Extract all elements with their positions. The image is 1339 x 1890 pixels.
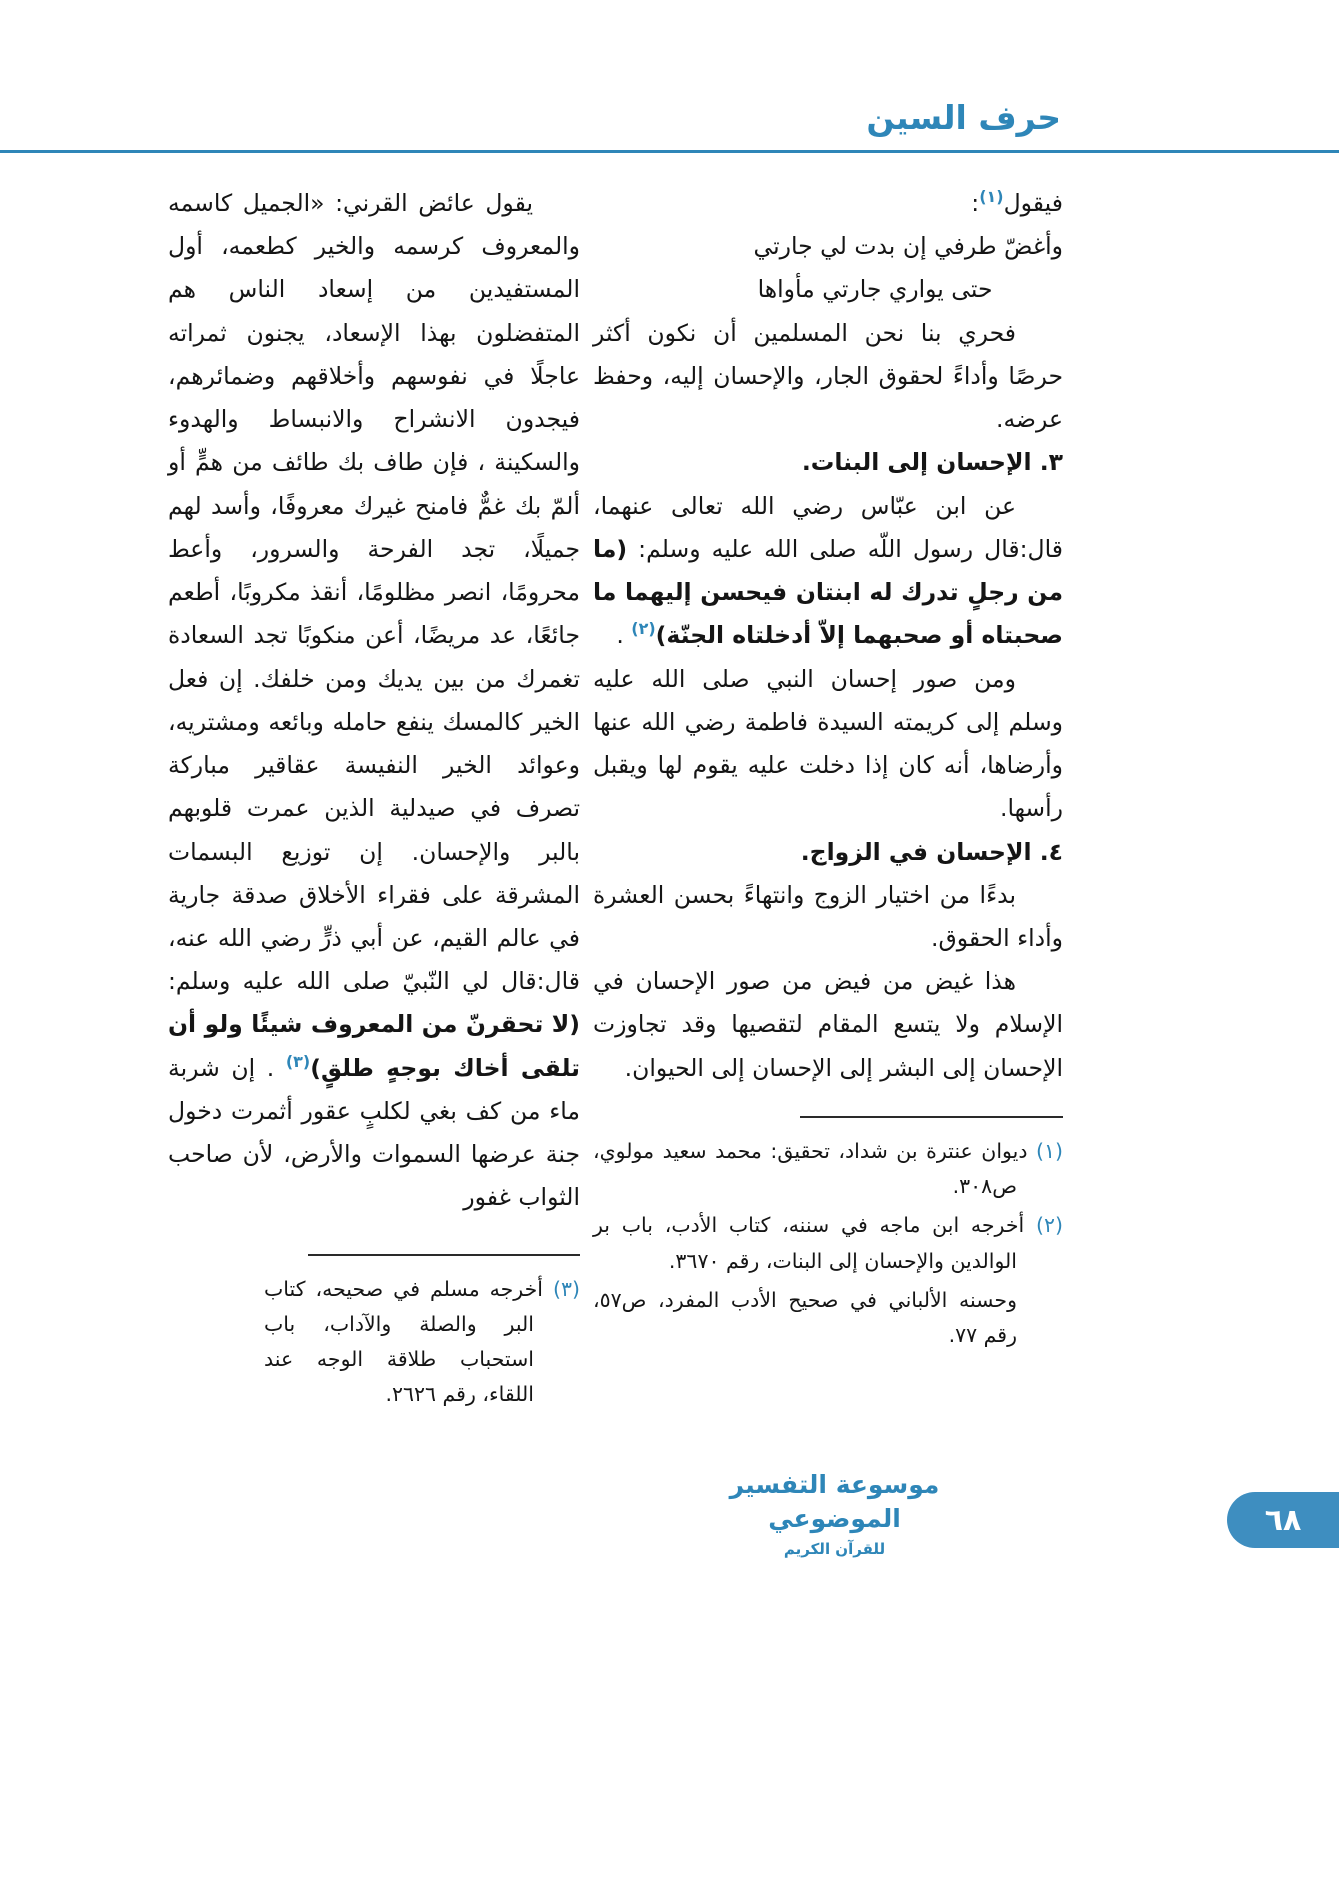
right-column bbox=[593, 182, 1063, 1357]
paragraph-closing: هذا غيض من فيض من صور الإحسان في الإسلام ولا يتسع المقام لتقصيها وقد تجاوزت الإحسان إلى البشر إلى الإحسان إلى الحيوان. bbox=[593, 967, 1063, 1082]
publisher-logo bbox=[712, 1468, 957, 1558]
publisher-logo-subtitle: للقرآن الكريم bbox=[783, 1539, 886, 1558]
footnote-ref-2: (٢) bbox=[631, 619, 656, 639]
footnote-ref-1: (١) bbox=[979, 187, 1004, 207]
subsection-heading-marriage: ٤. الإحسان في الزواج. bbox=[800, 837, 1063, 866]
footnote-separator-right bbox=[800, 1116, 1063, 1118]
paragraph-marriage: بدءًا من اختيار الزوج وانتهاءً بحسن العشرة وأداء الحقوق. bbox=[593, 880, 1063, 952]
poem-verse-2: حتى يواري جارتي مأواها bbox=[757, 275, 993, 304]
paragraph-neighbor-rights: فحري بنا نحن المسلمين أن نكون أكثر حرصًا وأداءً لحقوق الجار، والإحسان إليه، وحفظ عرضه. bbox=[593, 318, 1063, 434]
paragraph-hadith-daughters bbox=[593, 485, 1063, 658]
footnote-text: أخرجه مسلم في صحيحه، كتاب البر والصلة والآداب، باب استحباب طلاقة الوجه عند اللقاء، رقم ٢٦٢٦. bbox=[264, 1276, 543, 1407]
publisher-logo-title: موسوعة التفسير الموضوعي bbox=[729, 1470, 940, 1533]
footnote-text: أخرجه ابن ماجه في سننه، كتاب الأدب، باب بر الوالدين والإحسان إلى البنات، رقم ٣٦٧٠. bbox=[593, 1213, 1025, 1273]
footnote bbox=[593, 1134, 1063, 1205]
quote-tail: . إن شربة ماء من كف بغي لكلبٍ عقور أثمرت دخول جنة عرضها السموات والأرض، لأن صاحب الثواب غفور bbox=[168, 1053, 580, 1212]
footnotes-right bbox=[593, 1134, 1063, 1354]
intro-text: فيقول bbox=[1003, 189, 1063, 217]
footnote-number: (١) bbox=[1035, 1138, 1063, 1163]
footnote-text: وحسنه الألباني في صحيح الأدب المفرد، ص٥٧، رقم ٧٧. bbox=[593, 1287, 1017, 1348]
hadith-trailing-dot: . bbox=[616, 621, 632, 650]
intro-colon: : bbox=[971, 189, 980, 217]
poem-verse-1: وأغضّ طرفي إن بدت لي جارتي bbox=[753, 232, 1063, 261]
footnote-number: (٣) bbox=[552, 1276, 580, 1301]
footnote-text: ديوان عنترة بن شداد، تحقيق: محمد سعيد مولوي، ص٣٠٨. bbox=[593, 1138, 1028, 1199]
subsection-heading-daughters: ٣. الإحسان إلى البنات. bbox=[801, 448, 1063, 477]
footnote-ref-3: (٣) bbox=[285, 1051, 311, 1071]
footnotes-left bbox=[264, 1272, 580, 1413]
footnote-number: (٢) bbox=[1035, 1213, 1063, 1238]
paragraph-intro bbox=[593, 182, 1063, 225]
header-rule bbox=[0, 150, 1339, 153]
footnote bbox=[593, 1208, 1063, 1279]
paragraph-qarni-quote bbox=[168, 182, 580, 1220]
quote-body: يقول عائض القرني: «الجميل كاسمه والمعروف كرسمه والخير كطعمه، أول المستفيدين من إسعاد الناس هم المتفضلون بهذا الإسعاد، يجنون ثمراته عاجلًا في نفوسهم وأخلاقهم وضمائرهم، فيجدون الانشراح والانبساط والهدوء والسكينة ، فإن طاف بك طائف من همٍّ أو ألمّ بك غمٌّ فامنح غيرك معروفًا، وأسد لهم جميلًا، تجد الفرحة والسرور، وأعط محرومًا، انصر مظلومًا، أنقذ مكروبًا، أطعم جائعًا، عد مريضًا، أعن منكوبًا تجد السعادة تغمرك من بين يديك ومن خلفك. إن فعل الخير كالمسك ينفع حامله وبائعه ومشتريه، وعوائد الخير النفيسة عقاقير مباركة تصرف في صيدلية الذين عمرت قلوبهم بالبر والإحسان. إن توزيع البسمات المشرقة على فقراء الأخلاق صدقة جارية في عالم القيم، عن أبي ذرٍّ رضي الله عنه، قال:قال لي النّبيّ صلى الله عليه وسلم: bbox=[168, 189, 580, 996]
page-number-badge: ٦٨ bbox=[1227, 1492, 1339, 1548]
chapter-title: حرف السين bbox=[866, 98, 1061, 137]
footnote bbox=[264, 1272, 580, 1413]
paragraph-fatima: ومن صور إحسان النبي صلى الله عليه وسلم إلى كريمته السيدة فاطمة رضي الله عنها وأرضاها، أنه كان إذا دخلت عليه يقوم لها ويقبل رأسها. bbox=[593, 664, 1063, 823]
hadith-text: (لا تحقرنّ من المعروف شيئًا ولو أن تلقى أخاك بوجهٍ طلقٍ) bbox=[168, 1010, 580, 1082]
hadith-text: (ما من رجلٍ تدرك له ابنتان فيحسن إليهما ما صحبتاه أو صحبهما إلاّ أدخلتاه الجنّة) bbox=[593, 534, 1063, 650]
left-column bbox=[168, 182, 580, 1417]
footnote-separator-left bbox=[308, 1254, 580, 1256]
hadith-narration-intro: عن ابن عبّاس رضي الله تعالى عنهما، قال:قال رسول اللّه صلى الله عليه وسلم: bbox=[593, 491, 1063, 563]
footnote-continuation bbox=[593, 1283, 1063, 1354]
